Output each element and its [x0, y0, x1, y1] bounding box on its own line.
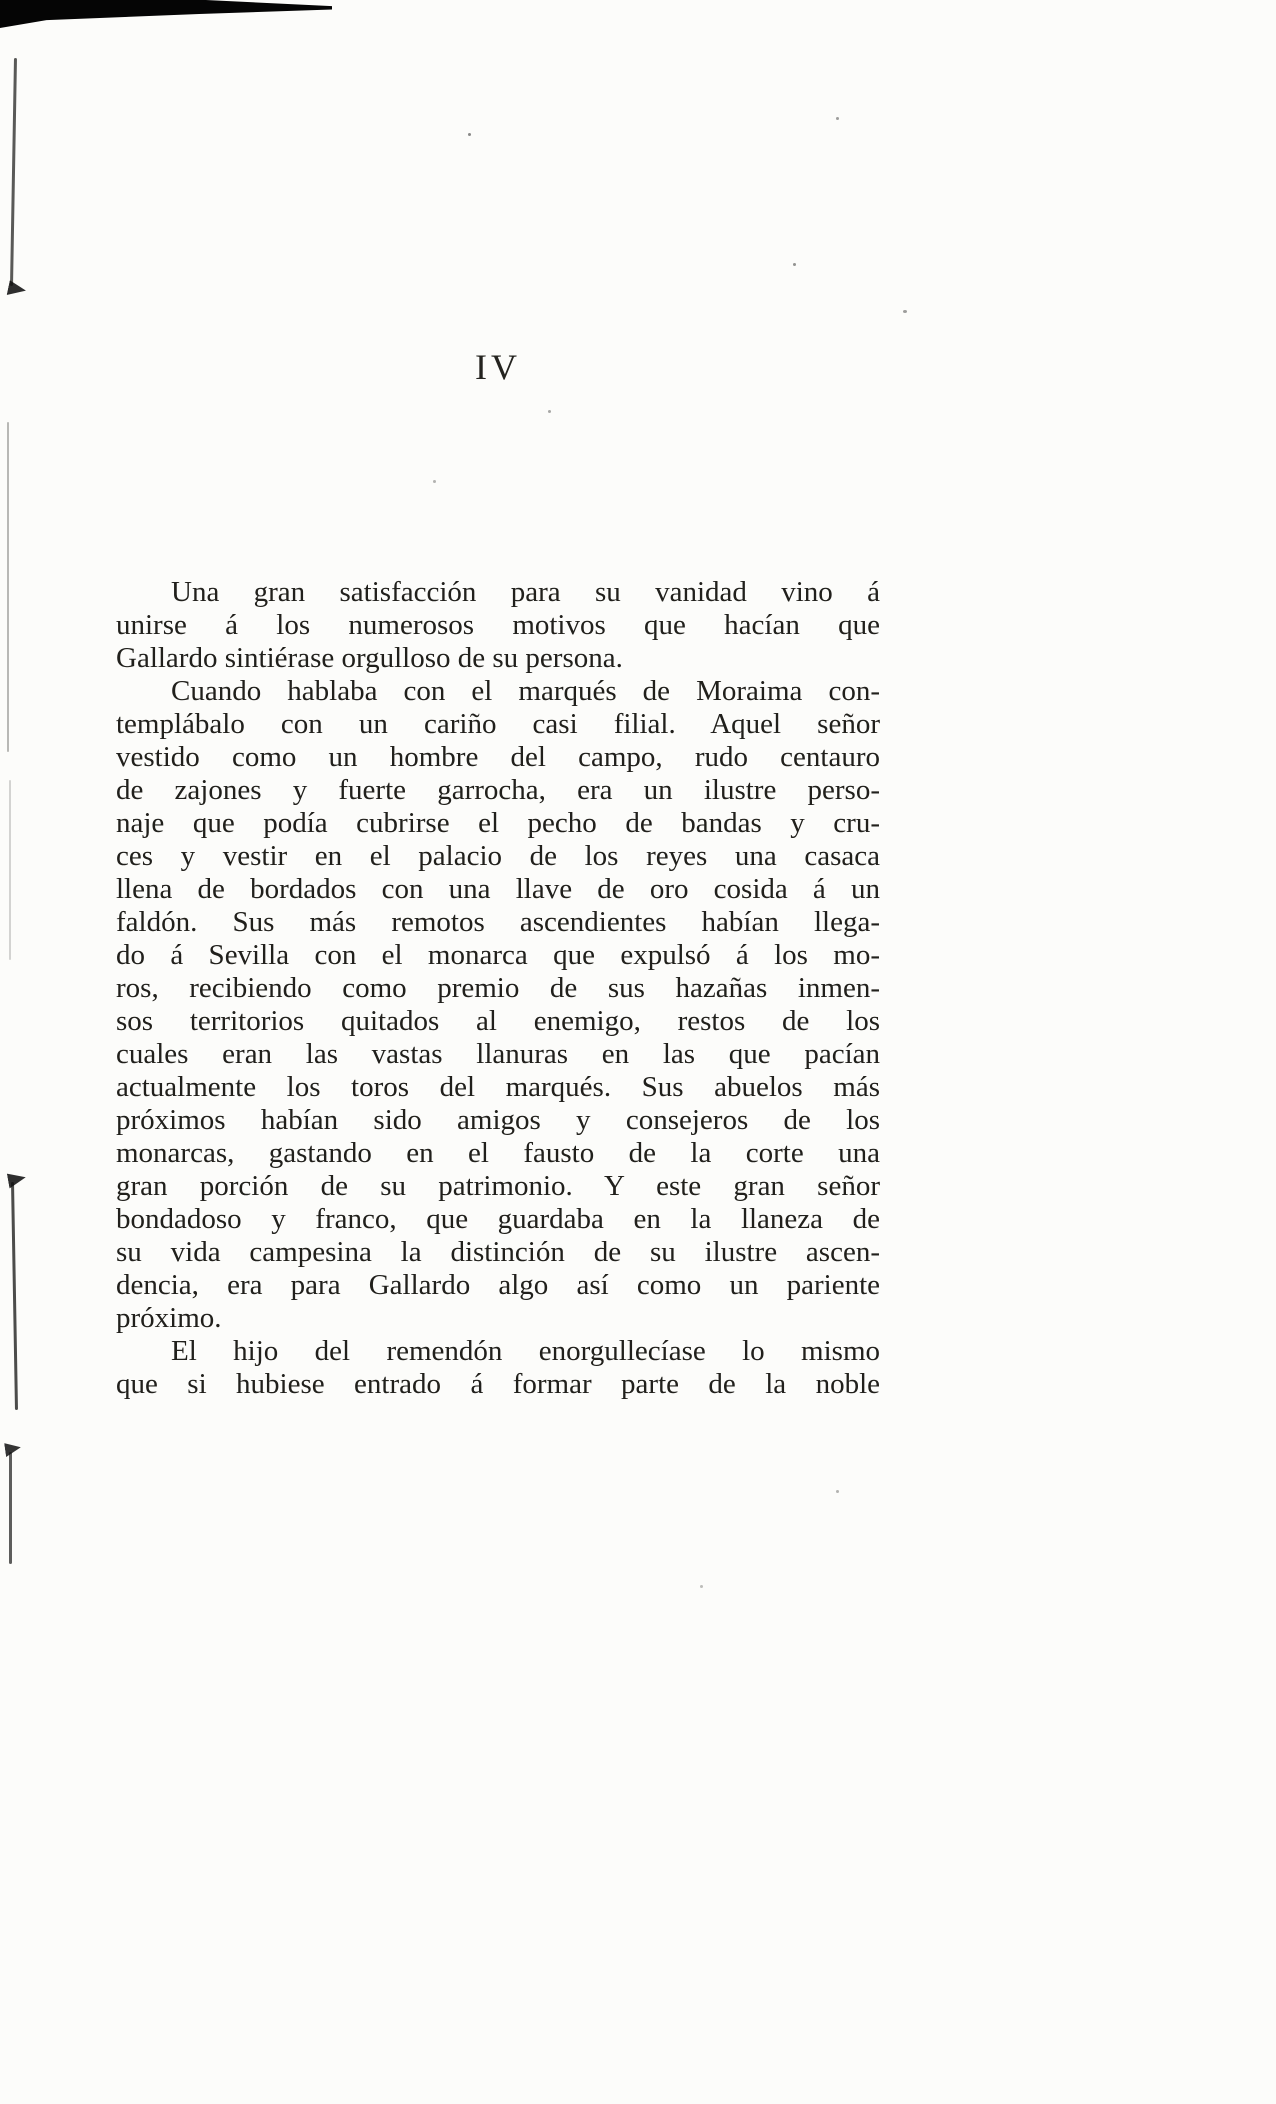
- scan-artifact-margin-line: [9, 780, 11, 960]
- text-line: El hijo del remendón enorgullecíase lo mismo: [171, 1335, 880, 1367]
- scan-speck: [468, 133, 471, 136]
- text-line: ces y vestir en el palacio de los reyes una casaca: [116, 840, 880, 872]
- text-line: bondadoso y franco, que guardaba en la llaneza de: [116, 1203, 880, 1235]
- scan-artifact-margin-line: [9, 1452, 12, 1564]
- body-text-block: [116, 576, 880, 1401]
- scan-speck: [433, 480, 436, 483]
- scan-artifact-margin-line: [10, 58, 17, 286]
- text-line: su vida campesina la distinción de su ilustre ascen-: [116, 1236, 880, 1268]
- scan-speck: [548, 410, 551, 413]
- text-line: de zajones y fuerte garrocha, era un ilustre perso-: [116, 774, 880, 806]
- scan-speck: [793, 263, 796, 266]
- text-line: Gallardo sintiérase orgulloso de su persona.: [116, 642, 623, 674]
- scan-speck: [836, 1490, 839, 1493]
- scan-artifact-arrow-mark: [4, 1441, 22, 1457]
- text-line: naje que podía cubrirse el pecho de bandas y cru-: [116, 807, 880, 839]
- chapter-heading: IV: [475, 347, 521, 387]
- scan-speck: [700, 1585, 703, 1588]
- scan-artifact-arrow-mark: [7, 1171, 27, 1189]
- text-line: próximos habían sido amigos y consejeros de los: [116, 1104, 880, 1136]
- text-line: Una gran satisfacción para su vanidad vino á: [171, 576, 880, 608]
- scan-artifact-arrow-mark: [7, 280, 28, 298]
- text-line: faldón. Sus más remotos ascendientes habían llega-: [116, 906, 880, 938]
- text-line: dencia, era para Gallardo algo así como un pariente: [116, 1269, 880, 1301]
- text-line: sos territorios quitados al enemigo, restos de los: [116, 1005, 880, 1037]
- text-line: que si hubiese entrado á formar parte de la noble: [116, 1368, 880, 1400]
- text-line: ros, recibiendo como premio de sus hazañas inmen-: [116, 972, 880, 1004]
- scan-artifact-margin-line: [11, 1182, 18, 1410]
- text-line: do á Sevilla con el monarca que expulsó á los mo-: [116, 939, 880, 971]
- text-line: gran porción de su patrimonio. Y este gran señor: [116, 1170, 880, 1202]
- scan-speck: [836, 117, 839, 120]
- text-line: Cuando hablaba con el marqués de Moraima con-: [171, 675, 880, 707]
- text-line: próximo.: [116, 1302, 222, 1334]
- text-line: unirse á los numerosos motivos que hacían que: [116, 609, 880, 641]
- text-line: cuales eran las vastas llanuras en las que pacían: [116, 1038, 880, 1070]
- text-line: templábalo con un cariño casi filial. Aquel señor: [116, 708, 880, 740]
- scan-speck: [903, 310, 907, 313]
- text-line: vestido como un hombre del campo, rudo centauro: [116, 741, 880, 773]
- scan-artifact-margin-line: [7, 422, 9, 752]
- text-line: monarcas, gastando en el fausto de la corte una: [116, 1137, 880, 1169]
- scan-artifact-corner: [0, 0, 332, 28]
- text-line: llena de bordados con una llave de oro cosida á un: [116, 873, 880, 905]
- text-line: actualmente los toros del marqués. Sus abuelos más: [116, 1071, 880, 1103]
